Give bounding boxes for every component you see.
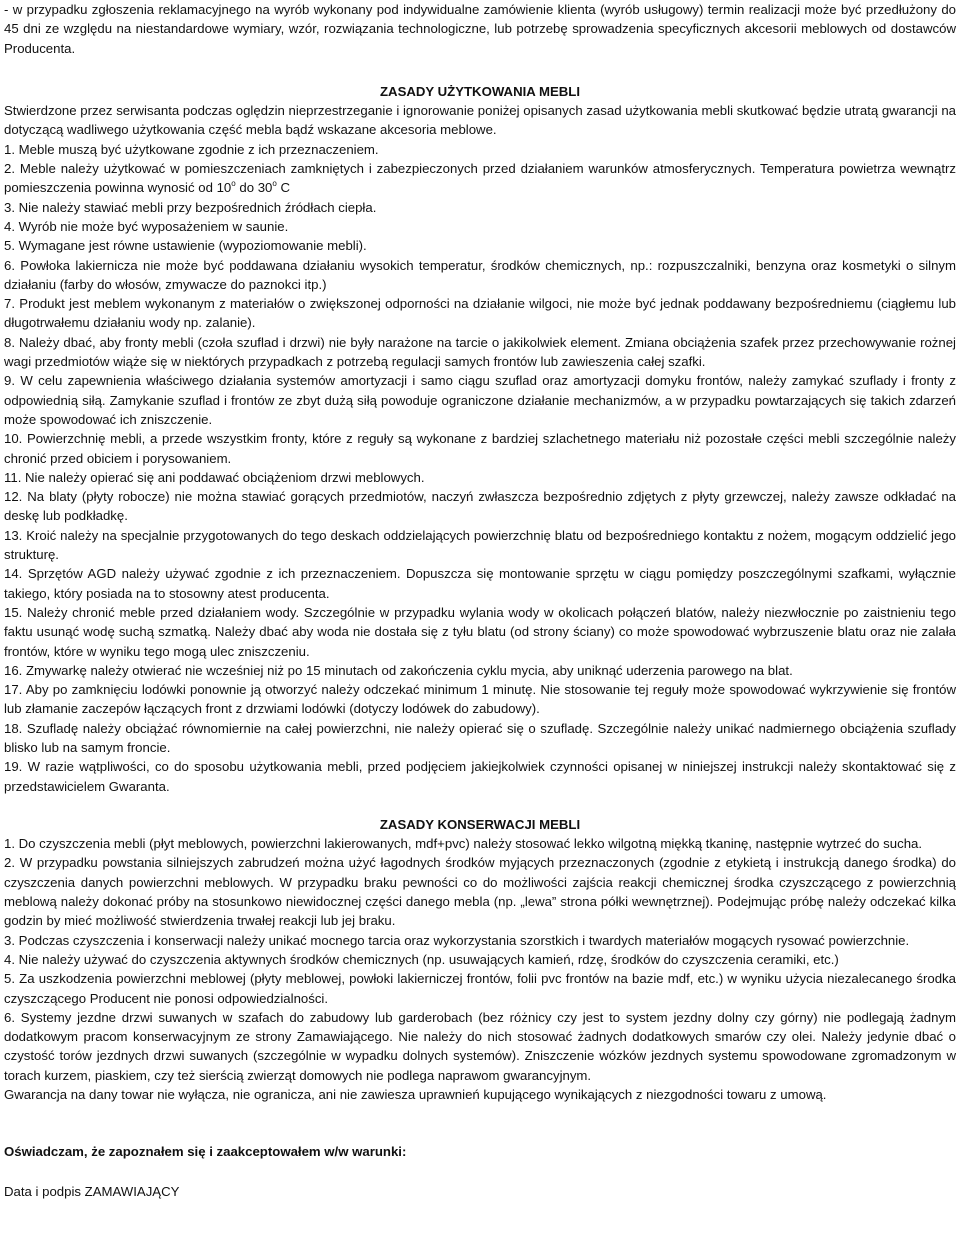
spacer [4,58,956,82]
usage-lead-paragraph: Stwierdzone przez serwisanta podczas oględzin nieprzestrzeganie i ignorowanie poniżej opisanych zasad użytkowania mebli skutkować będzie utratą gwarancji na dotyczącą wadliwego użytkowania część mebla bądź wskazane akcesoria meblowe. [4,103,956,138]
intro-paragraph: - w przypadku zgłoszenia reklamacyjnego na wyrób wykonany pod indywidualne zamówienie klienta (wyrób usługowy) termin realizacji może być przedłużony do 45 dni ze względu na niestandardowe wymiary, wzór, rozwiązania technologiczne, lub potrzebę sprowadzenia specyficznych akcesorii meblowych od dostawców Producenta. [4,2,956,56]
usage-item: 6. Powłoka lakiernicza nie może być poddawana działaniu wysokich temperatur, środków chemicznych, np.: rozpuszczalniki, benzyna oraz kosmetyki o silnym działaniu (farby do włosów, zmywacze do paznokci itp.) [4,257,956,292]
degree-mark: o [231,179,236,189]
care-item: 6. Systemy jezdne drzwi suwanych w szafach do zabudowy lub garderobach (bez różnicy czy jest to system jezdny dolny czy górny) nie podlegają żadnym dodatkowym pracom konserwacyjnym ze strony Zamawiającego. Nie należy do nich stosować żadnych dodatkowych smarów czy olei. Należy jedynie dbać o czystość torów jezdnych drzwi suwanych (szczególnie w wypadku dolnych systemów). Zniszczenie wózków jezdnych systemu spowodowane zgromadzonym w torach kurzem, piaskiem, czy też sierścią zwierząt domowych nie podlega naprawom gwarancyjnym. [4,1009,956,1083]
care-items-list [4,834,956,1085]
usage-item: 15. Należy chronić meble przed działaniem wody. Szczególnie w przypadku wylania wody w okolicach połączeń blatów, należy niezwłocznie po zaistnieniu tego faktu usunąć wodę suchą szmatką. Należy dbać aby woda nie dostała się z tyłu blatu (od strony ściany) co może spowodować wybrzuszenie blatu oraz nie zalała frontów, które w wyniku tego mogą ulec zniszczeniu. [4,604,956,659]
usage-item: 12. Na blaty (płyty robocze) nie można stawiać gorących przedmiotów, naczyń zwłaszcza bezpośrednio zdjętych z płyty grzewczej, należy zawsze odkładać na deskę lub podkładkę. [4,489,956,524]
spacer [4,1162,956,1182]
usage-item: 8. Należy dbać, aby fronty mebli (czoła szuflad i drzwi) nie były narażone na tarcie o jakikolwiek element. Zmiana obciążenia szafek przez przechowywanie rożnej wagi przedmiotów wiąże się w niektórych przypadkach z potrzebą regulacji samych frontów lub zawieszenia całej szafki. [4,334,956,370]
usage-item: 3. Nie należy stawiać mebli przy bezpośrednich źródłach ciepła. [4,199,377,215]
usage-item: 4. Wyrób nie może być wyposażeniem w saunie. [4,218,289,234]
usage-item: 11. Nie należy opierać się ani poddawać obciążeniom drzwi meblowych. [4,469,425,485]
usage-item: 18. Szufladę należy obciążać równomiernie na całej powierzchni, nie należy opierać się o szufladę. Szczególnie należy unikać nadmiernego obciążenia szuflady blisko lub na samym froncie. [4,720,956,755]
spacer [4,1104,956,1142]
usage-item-2 [4,159,956,198]
declaration-statement: Oświadczam, że zapoznałem się i zaakceptowałem w/w warunki: [4,1144,407,1160]
usage-item: 10. Powierzchnię mebli, a przede wszystkim fronty, które z reguły są wykonane z bardziej szlachetnego materiału niż pozostałe części mebli szczególnie należy chronić przed obiciem i porysowaniem. [4,431,956,466]
usage-item-2-unit: C [276,180,291,196]
usage-item: 5. Wymagane jest równe ustawienie (wypoziomowanie mebli). [4,238,367,254]
care-item: 4. Nie należy używać do czyszczenia aktywnych środków chemicznych (np. usuwających kamień, rdzę, środków do czyszczenia ceramiki, etc.) [4,951,839,967]
usage-item-2-mid: do 30 [235,180,273,196]
care-item: 5. Za uszkodzenia powierzchni meblowej (płyty meblowej, powłoki lakierniczej frontów, folii pvc frontów na bazie mdf, etc.) w wyniku użycia niezalecanego środka czyszczącego Producent nie ponosi odpowiedzialności. [4,971,956,1006]
guarantee-paragraph: Gwarancja na dany towar nie wyłącza, nie ogranicza, ani nie zawiesza uprawnień kupującego wynikających z niezgodności towaru z umową. [4,1087,827,1103]
usage-item: 7. Produkt jest meblem wykonanym z materiałów o zwiększonej odporności na działanie wilgoci, nie może być jednak poddawany bezpośredniemu (ciągłemu lub długotrwałemu działaniu wody np. zalanie). [4,296,956,331]
usage-item-1: 1. Meble muszą być użytkowane zgodnie z ich przeznaczeniem. [4,141,379,157]
care-item: 2. W przypadku powstania silniejszych zabrudzeń można użyć łagodnych środków myjących przeznaczonych (zgodnie z etykietą i instrukcją danego środka) do czyszczenia danych powierzchni meblowych. W przypadku braku pewności co do możliwości zajścia reakcji chemicznej środka czyszczącego z powierzchnią meblową należy dokonać próby na stosunkowo niewidocznej części danego mebla (np. „lewa” strona półki wewnętrznej). Podejmując próbę należy odczekać kilka godzin by mieć możliwość stwierdzenia trwałej reakcji lub jej braku. [4,855,956,929]
usage-item: 13. Kroić należy na specjalnie przygotowanych do tego deskach oddzielających powierzchnię blatu od bezpośredniego kontaktu z nożem, mogącym oddzielić jego strukturę. [4,527,956,563]
usage-item: 16. Zmywarkę należy otwierać nie wcześniej niż po 15 minutach od zakończenia cyklu mycia, aby uniknąć uderzenia parowego na blat. [4,662,793,678]
care-item: 3. Podczas czyszczenia i konserwacji należy unikać mocnego tarcia oraz wykorzystania szorstkich i twardych materiałów mogących rysować powierzchnie. [4,932,910,948]
care-section-title: ZASADY KONSERWACJI MEBLI [379,816,581,832]
usage-section-title: ZASADY UŻYTKOWANIA MEBLI [379,83,580,99]
spacer [4,796,956,815]
usage-item: 9. W celu zapewnienia właściwego działania systemów amortyzacji i samo ciągu szuflad oraz amortyzacji domyku frontów, należy zamykać szuflady i fronty z odpowiednią siłą. Zamykanie szuflad i frontów ze zbyt dużą siłą powoduje ograniczone działanie mechanizmów, a w przypadku powtarzających się takich zdarzeń może spowodować ich zniszczenie. [4,373,956,427]
usage-item-2-text: 2. Meble należy użytkować w pomieszczeniach zamkniętych i zabezpieczonych przed działaniem warunków atmosferycznych. Temperatura powietrza wewnątrz pomieszczenia powinna wynosić od 10 [4,161,956,196]
signature-label: Data i podpis ZAMAWIAJĄCY [4,1183,180,1199]
care-item: 1. Do czyszczenia mebli (płyt meblowych, powierzchni lakierowanych, mdf+pvc) należy stosować lekko wilgotną miękką tkaninę, następnie wytrzeć do sucha. [4,836,923,852]
usage-item: 17. Aby po zamknięciu lodówki ponownie ją otworzyć należy odczekać minimum 1 minutę. Nie stosowanie tej reguły może spowodować wykrzywienie się frontów lub złamanie zaczepów łączących front z drzwiami lodówki (dotyczy lodówek do zabudowy). [4,682,956,717]
degree-mark: o [272,179,277,189]
usage-item: 14. Sprzętów AGD należy używać zgodnie z ich przeznaczeniem. Dopuszcza się montowanie sprzętu w ciągu pomiędzy poszczególnymi szafkami, wyłącznie takiego, który posiada na to stosowny atest producenta. [4,566,956,601]
usage-items-list [4,198,956,796]
usage-item: 19. W razie wątpliwości, co do sposobu użytkowania mebli, przed podjęciem jakiejkolwiek czynności opisanej w niniejszej instrukcji należy skontaktować się z przedstawicielem Gwaranta. [4,759,956,794]
